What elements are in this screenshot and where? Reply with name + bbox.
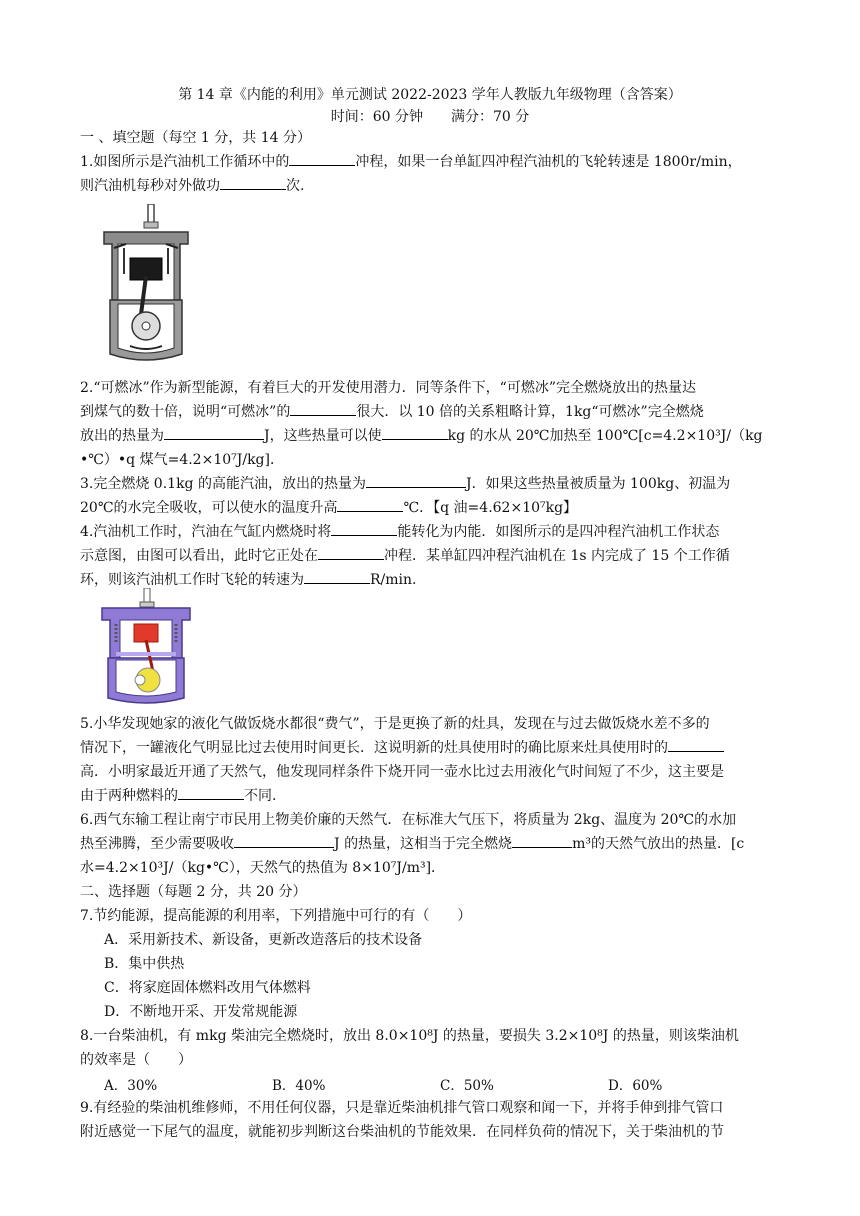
q3-text-b: J．如果这些热量被质量为 100kg、初温为 — [465, 476, 731, 492]
question-5-line-2 — [80, 736, 780, 760]
q5-text-c: 不同. — [244, 788, 277, 804]
q4-text-d: 冲程．某单缸四冲程汽油机在 1s 内完成了 15 个工作循 — [384, 548, 730, 564]
section-heading-fill: 一 、填空题（每空 1 分，共 14 分） — [80, 130, 311, 146]
q1-text-b: 冲程，如果一台单缸四冲程汽油机的飞轮转速是 1800r/min， — [355, 154, 742, 170]
answer-blank — [512, 833, 572, 848]
question-5-line-3: 高．小明家最近开通了天然气，他发现同样条件下烧开同一壶水比过去用液化气时间短了不少，这主要是 — [80, 764, 724, 780]
question-8-line-1: 8.一台柴油机，有 mkg 柴油完全燃烧时，放出 8.0×10⁸J 的热量，要损失 3.2×10⁸J 的热量，则该柴油机 — [80, 1028, 739, 1044]
answer-blank — [290, 401, 356, 416]
document-title: 第 14 章《内能的利用》单元测试 2022-2023 学年人教版九年级物理（含答案） — [178, 87, 682, 103]
q8-option-c[interactable]: C．50% — [440, 1078, 494, 1094]
q8-option-d[interactable]: D．60% — [608, 1078, 663, 1094]
answer-blank — [234, 833, 334, 848]
q4-text-a: 4.汽油机工作时，汽油在气缸内燃烧时将 — [80, 524, 332, 540]
answer-blank — [318, 545, 384, 560]
q7-option-a[interactable]: A．采用新技术、新设备，更新改造落后的技术设备 — [104, 932, 423, 948]
q2-text-b: 很大．以 10 倍的关系粗略计算，1kg“可燃冰”完全燃烧 — [356, 404, 704, 420]
q3-text-d: ℃．【q 油=4.62×10⁷kg】 — [403, 500, 578, 516]
engine-diagram-color — [100, 588, 192, 706]
q2-text-e: kg 的水从 20℃加热至 100℃[c=4.2×10³J/（kg — [447, 428, 763, 444]
q7-option-d[interactable]: D．不断地开采、开发常规能源 — [104, 1004, 298, 1020]
q3-text-c: 20℃的水完全吸收，可以使水的温度升高 — [80, 500, 338, 516]
section-heading-choice: 二、选择题（每题 2 分，共 20 分） — [80, 884, 307, 900]
engine-diagram-grey — [100, 204, 192, 364]
question-5-line-1: 5.小华发现她家的液化气做饭烧水都很“费气”，于是更换了新的灶具，发现在与过去做饭烧水差不多的 — [80, 716, 710, 732]
q1-text-c: 则汽油机每秒对外做功 — [80, 178, 220, 194]
question-1-line-2 — [80, 174, 780, 198]
q6-text-a: 热至沸腾，至少需要吸收 — [80, 836, 234, 852]
question-3-line-1 — [80, 472, 780, 496]
answer-blank — [178, 785, 244, 800]
question-9-line-1: 9.有经验的柴油机维修师，不用任何仪器，只是靠近柴油机排气管口观察和闻一下，并将手伸到排气管口 — [80, 1100, 724, 1116]
answer-blank — [382, 425, 448, 440]
question-4-line-2 — [80, 544, 780, 568]
answer-blank — [164, 425, 264, 440]
question-6-line-1: 6.西气东输工程让南宁市民用上物美价廉的天然气．在标准大气压下，将质量为 2kg、温度为 20℃的水加 — [80, 812, 737, 828]
q2-text-d: J，这些热量可以使 — [264, 428, 382, 444]
question-3-line-2 — [80, 496, 780, 520]
answer-blank — [331, 521, 397, 536]
q6-text-c: m³的天然气放出的热量．[c — [572, 836, 745, 852]
q5-text-a: 情况下，一罐液化气明显比过去使用时间更长．这说明新的灶具使用时的确比原来灶具使用时的 — [80, 740, 668, 756]
question-2-line-4: •℃）•q 煤气=4.2×10⁷J/kg]． — [80, 452, 284, 468]
answer-blank — [289, 151, 355, 166]
question-6-line-3: 水=4.2×10³J/（kg•℃），天然气的热值为 8×10⁷J/m³]． — [80, 860, 446, 876]
q7-option-c[interactable]: C．将家庭固体燃料改用气体燃料 — [104, 980, 311, 996]
q8-option-b[interactable]: B．40% — [272, 1078, 326, 1094]
answer-blank — [337, 497, 403, 512]
question-7-stem: 7.节约能源，提高能源的利用率，下列措施中可行的有（ ） — [80, 908, 472, 924]
question-2-line-2 — [80, 400, 780, 424]
q5-text-b: 由于两种燃料的 — [80, 788, 178, 804]
q2-text-a: 到煤气的数十倍，说明“可燃冰”的 — [80, 404, 291, 420]
answer-blank — [220, 175, 286, 190]
question-1-line-1 — [80, 150, 780, 174]
q1-text-a: 1.如图所示是汽油机工作循环中的 — [80, 154, 290, 170]
answer-blank — [304, 569, 370, 584]
question-5-line-4 — [80, 784, 780, 808]
q2-text-c: 放出的热量为 — [80, 428, 164, 444]
q4-text-b: 能转化为内能．如图所示的是四冲程汽油机工作状态 — [397, 524, 720, 540]
q8-option-a[interactable]: A．30% — [104, 1078, 158, 1094]
q4-text-f: R/min. — [370, 572, 417, 588]
q1-text-d: 次. — [286, 178, 305, 194]
question-8-line-2: 的效率是（ ） — [80, 1052, 192, 1068]
document-subtitle: 时间：60 分钟 满分：70 分 — [330, 109, 530, 125]
question-2-line-1: 2.“可燃冰”作为新型能源，有着巨大的开发使用潜力．同等条件下，“可燃冰”完全燃烧放出的热量达 — [80, 380, 696, 396]
answer-blank — [366, 473, 466, 488]
q6-text-b: J 的热量，这相当于完全燃烧 — [334, 836, 513, 852]
question-2-line-3 — [80, 424, 780, 448]
q4-text-e: 环，则该汽油机工作时飞轮的转速为 — [80, 572, 304, 588]
q3-text-a: 3.完全燃烧 0.1kg 的高能汽油，放出的热量为 — [80, 476, 366, 492]
q4-text-c: 示意图，由图可以看出，此时它正处在 — [80, 548, 318, 564]
answer-blank — [668, 737, 724, 752]
question-4-line-1 — [80, 520, 780, 544]
question-9-line-2: 附近感觉一下尾气的温度，就能初步判断这台柴油机的节能效果．在同样负荷的情况下，关于柴油机的节 — [80, 1124, 724, 1140]
question-6-line-2 — [80, 832, 780, 856]
q7-option-b[interactable]: B．集中供热 — [104, 956, 185, 972]
